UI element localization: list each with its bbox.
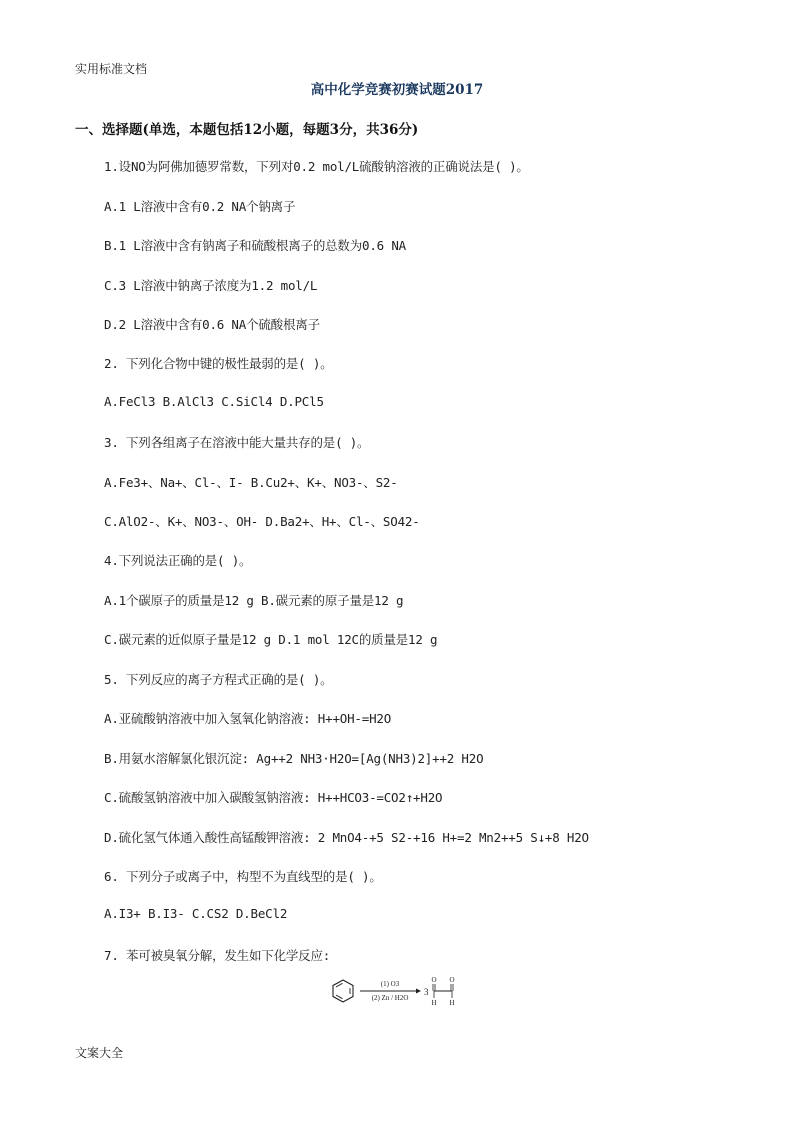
reaction-step-2: (2) Zn / H2O xyxy=(371,994,409,1002)
question-2-options: A.FeCl3 B.AlCl3 C.SiCl4 D.PCl5 xyxy=(104,394,324,409)
question-5: 5. 下列反应的离子方程式正确的是( )。 xyxy=(104,672,333,687)
product-coefficient: 3 xyxy=(424,987,429,997)
section-heading: 一、选择题(单选，本题包括12小题，每题3分，共36分) xyxy=(75,122,419,138)
question-5-option-a: A.亚硫酸钠溶液中加入氢氧化钠溶液: H++OH-=H2O xyxy=(104,711,392,726)
question-7: 7. 苯可被臭氧分解，发生如下化学反应: xyxy=(104,948,331,963)
question-1-option-a: A.1 L溶液中含有0.2 NA个钠离子 xyxy=(104,199,296,214)
hydrogen-left: H xyxy=(431,999,437,1007)
question-1-option-b: B.1 L溶液中含有钠离子和硫酸根离子的总数为0.6 NA xyxy=(104,238,406,253)
question-3: 3. 下列各组离子在溶液中能大量共存的是( )。 xyxy=(104,435,370,450)
page-title: 高中化学竞赛初赛试题2017 xyxy=(310,82,484,98)
question-6: 6. 下列分子或离子中，构型不为直线型的是( )。 xyxy=(104,869,382,884)
header-label: 实用标准文档 xyxy=(75,62,148,76)
question-1-option-c: C.3 L溶液中钠离子浓度为1.2 mol/L xyxy=(104,278,318,293)
question-5-option-d: D.硫化氢气体通入酸性高锰酸钾溶液: 2 MnO4-+5 S2-+16 H+=2 Mn2++5 S↓+8 H2O xyxy=(104,830,589,845)
ozonolysis-reaction-diagram xyxy=(328,972,468,1010)
footer-label: 文案大全 xyxy=(75,1046,124,1060)
question-4-options-ab: A.1个碳原子的质量是12 g B.碳元素的原子量是12 g xyxy=(104,593,404,608)
question-2: 2. 下列化合物中键的极性最弱的是( )。 xyxy=(104,356,333,371)
question-5-option-b: B.用氨水溶解氯化银沉淀: Ag++2 NH3·H2O=[Ag(NH3)2]++2 H2O xyxy=(104,751,484,766)
question-1: 1.设NO为阿佛加德罗常数，下列对0.2 mol/L硫酸钠溶液的正确说法是( )。 xyxy=(104,159,529,174)
question-5-option-c: C.硫酸氢钠溶液中加入碳酸氢钠溶液: H++HCO3-=CO2↑+H2O xyxy=(104,790,443,805)
question-3-options-cd: C.AlO2-、K+、NO3-、OH- D.Ba2+、H+、Cl-、SO42- xyxy=(104,514,420,529)
reaction-step-1: (1) O3 xyxy=(380,980,400,988)
question-4: 4.下列说法正确的是( )。 xyxy=(104,553,252,568)
hydrogen-right: H xyxy=(449,999,455,1007)
question-4-options-cd: C.碳元素的近似原子量是12 g D.1 mol 12C的质量是12 g xyxy=(104,632,438,647)
carbonyl-oxygen-left: O xyxy=(431,976,437,984)
question-1-option-d: D.2 L溶液中含有0.6 NA个硫酸根离子 xyxy=(104,317,320,332)
question-6-options: A.I3+ B.I3- C.CS2 D.BeCl2 xyxy=(104,906,288,921)
question-3-options-ab: A.Fe3+、Na+、Cl-、I- B.Cu2+、K+、NO3-、S2- xyxy=(104,475,398,490)
carbonyl-oxygen-right: O xyxy=(449,976,455,984)
